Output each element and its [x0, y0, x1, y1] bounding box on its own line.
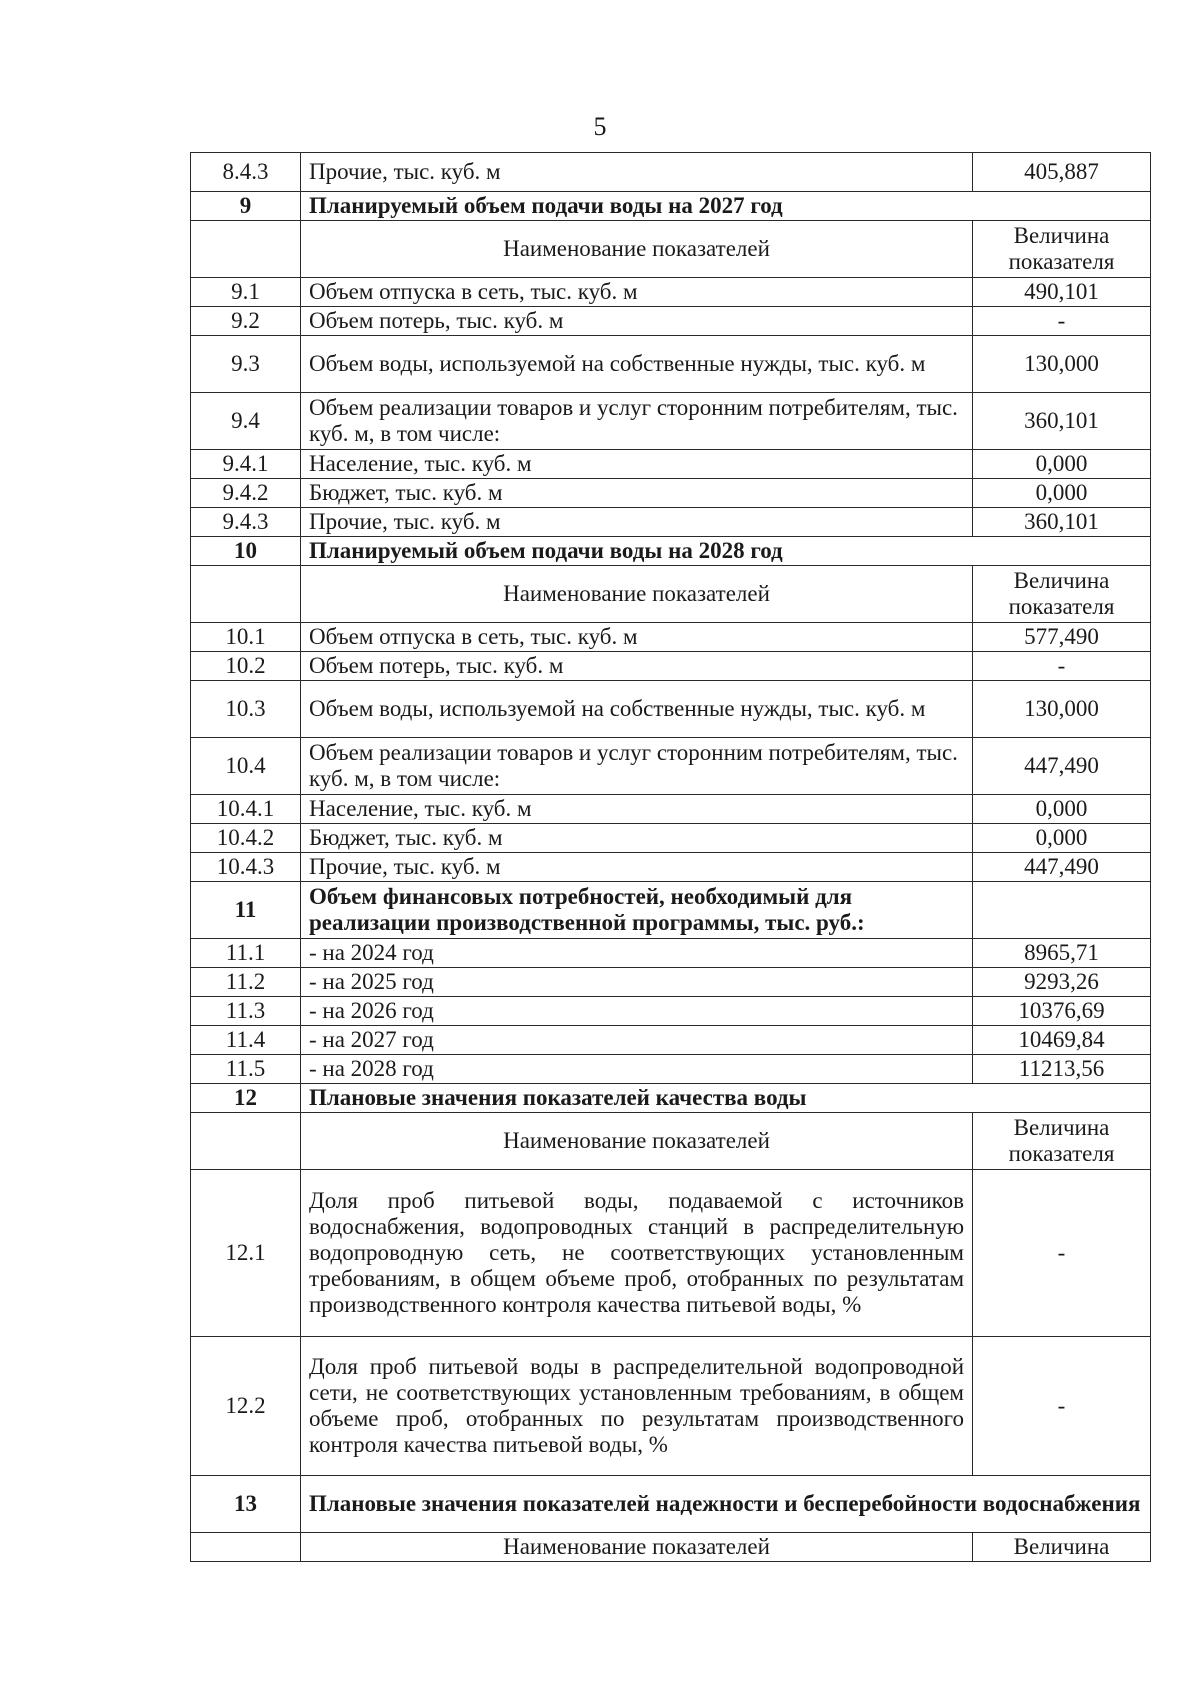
- indicator-value: 447,490: [973, 738, 1151, 795]
- indicator-name: Объем воды, используемой на собственные нужды, тыс. куб. м: [301, 336, 973, 393]
- column-header-value: Величина показателя: [973, 221, 1151, 278]
- section-title: Плановые значения показателей качества воды: [301, 1084, 1151, 1113]
- row-number: 11.2: [191, 968, 301, 997]
- table-row: [191, 968, 1151, 997]
- indicator-value: 0,000: [973, 795, 1151, 824]
- table-row: [191, 824, 1151, 853]
- section-number: 9: [191, 192, 301, 221]
- page-number: 5: [593, 112, 607, 141]
- indicator-value: 0,000: [973, 450, 1151, 479]
- table-row: [191, 153, 1151, 192]
- row-number: 9.2: [191, 307, 301, 336]
- table-row: [191, 479, 1151, 508]
- indicator-value: 11213,56: [973, 1055, 1151, 1084]
- indicator-value: -: [973, 307, 1151, 336]
- table-row: [191, 997, 1151, 1026]
- indicator-value: 10376,69: [973, 997, 1151, 1026]
- header-number-cell: [191, 1533, 301, 1562]
- indicator-value: [973, 882, 1151, 939]
- table-row: [191, 1084, 1151, 1113]
- table-row: [191, 738, 1151, 795]
- indicator-value: -: [973, 1170, 1151, 1337]
- table-row: [191, 681, 1151, 738]
- indicator-name: Бюджет, тыс. куб. м: [301, 479, 973, 508]
- indicator-name: Объем отпуска в сеть, тыс. куб. м: [301, 278, 973, 307]
- table-row: [191, 307, 1151, 336]
- indicator-value: 405,887: [973, 153, 1151, 192]
- row-number: 9.4.3: [191, 508, 301, 537]
- indicator-name: Доля проб питьевой воды, подаваемой с источников водоснабжения, водопроводных станций в распределительную водопроводную сеть, не соответствующих установленным требованиям, в общем объеме проб, отобранных по результатам производственного контроля качества питьевой воды, %: [301, 1170, 973, 1337]
- row-number: 9.4.1: [191, 450, 301, 479]
- row-number: 11: [191, 882, 301, 939]
- table-row: [191, 1476, 1151, 1533]
- indicator-name: Объем реализации товаров и услуг сторонним потребителям, тыс. куб. м, в том числе:: [301, 393, 973, 450]
- row-number: 12.1: [191, 1170, 301, 1337]
- indicator-name: Объем воды, используемой на собственные нужды, тыс. куб. м: [301, 681, 973, 738]
- indicator-value: 577,490: [973, 623, 1151, 652]
- table-row: [191, 537, 1151, 566]
- indicator-name: Объем потерь, тыс. куб. м: [301, 652, 973, 681]
- table-row: [191, 278, 1151, 307]
- table-row: [191, 508, 1151, 537]
- section-number: 12: [191, 1084, 301, 1113]
- row-number: 10.3: [191, 681, 301, 738]
- column-header-name: Наименование показателей: [301, 566, 973, 623]
- column-header-name: Наименование показателей: [301, 1113, 973, 1170]
- indicators-table-body: [191, 153, 1151, 1562]
- indicator-name: Прочие, тыс. куб. м: [301, 153, 973, 192]
- table-row: [191, 1337, 1151, 1476]
- table-row: [191, 795, 1151, 824]
- indicator-value: 130,000: [973, 336, 1151, 393]
- table-row: [191, 192, 1151, 221]
- table-row: [191, 336, 1151, 393]
- indicator-name: - на 2024 год: [301, 939, 973, 968]
- indicator-value: -: [973, 652, 1151, 681]
- indicator-name: Прочие, тыс. куб. м: [301, 853, 973, 882]
- table-row: [191, 1113, 1151, 1170]
- row-number: 9.1: [191, 278, 301, 307]
- row-number: 8.4.3: [191, 153, 301, 192]
- table-row: [191, 1170, 1151, 1337]
- indicator-name: Объем потерь, тыс. куб. м: [301, 307, 973, 336]
- indicator-value: 9293,26: [973, 968, 1151, 997]
- header-number-cell: [191, 1113, 301, 1170]
- indicator-name: - на 2026 год: [301, 997, 973, 1026]
- column-header-name: Наименование показателей: [301, 1533, 973, 1562]
- indicator-name: Бюджет, тыс. куб. м: [301, 824, 973, 853]
- row-number: 9.4.2: [191, 479, 301, 508]
- indicator-value: 360,101: [973, 393, 1151, 450]
- indicator-name: Объем реализации товаров и услуг сторонним потребителям, тыс. куб. м, в том числе:: [301, 738, 973, 795]
- indicator-name: Доля проб питьевой воды в распределительной водопроводной сети, не соответствующих установленным требованиям, в общем объеме проб, отобранных по результатам производственного контроля качества питьевой воды, %: [301, 1337, 973, 1476]
- table-row: [191, 393, 1151, 450]
- row-number: 10.4.1: [191, 795, 301, 824]
- table-row: [191, 1026, 1151, 1055]
- indicator-name: Население, тыс. куб. м: [301, 795, 973, 824]
- section-number: 10: [191, 537, 301, 566]
- header-number-cell: [191, 566, 301, 623]
- row-number: 10.2: [191, 652, 301, 681]
- table-row: [191, 1533, 1151, 1562]
- indicator-value: 447,490: [973, 853, 1151, 882]
- section-title: Планируемый объем подачи воды на 2027 год: [301, 192, 1151, 221]
- indicator-value: -: [973, 1337, 1151, 1476]
- section-number: 13: [191, 1476, 301, 1533]
- row-number: 11.1: [191, 939, 301, 968]
- indicator-value: 8965,71: [973, 939, 1151, 968]
- section-title: Плановые значения показателей надежности и бесперебойности водоснабжения: [301, 1476, 1151, 1533]
- indicator-name: - на 2025 год: [301, 968, 973, 997]
- table-row: [191, 939, 1151, 968]
- column-header-value: Величина показателя: [973, 566, 1151, 623]
- row-number: 10.1: [191, 623, 301, 652]
- row-number: 12.2: [191, 1337, 301, 1476]
- indicator-name: Прочие, тыс. куб. м: [301, 508, 973, 537]
- row-number: 10.4.2: [191, 824, 301, 853]
- table-row: [191, 853, 1151, 882]
- indicator-name: Объем отпуска в сеть, тыс. куб. м: [301, 623, 973, 652]
- section-title: Планируемый объем подачи воды на 2028 год: [301, 537, 1151, 566]
- table-row: [191, 450, 1151, 479]
- column-header-value: Величина показателя: [973, 1113, 1151, 1170]
- indicator-value: 0,000: [973, 824, 1151, 853]
- row-number: 10.4: [191, 738, 301, 795]
- indicator-value: 10469,84: [973, 1026, 1151, 1055]
- row-number: 11.5: [191, 1055, 301, 1084]
- row-number: 11.4: [191, 1026, 301, 1055]
- indicator-value: 360,101: [973, 508, 1151, 537]
- table-row: [191, 221, 1151, 278]
- indicator-name: Объем финансовых потребностей, необходимый для реализации производственной программы, тыс. руб.:: [301, 882, 973, 939]
- column-header-value: Величина: [973, 1533, 1151, 1562]
- indicator-name: Население, тыс. куб. м: [301, 450, 973, 479]
- header-number-cell: [191, 221, 301, 278]
- row-number: 11.3: [191, 997, 301, 1026]
- column-header-name: Наименование показателей: [301, 221, 973, 278]
- table-row: [191, 652, 1151, 681]
- table-row: [191, 623, 1151, 652]
- table-row: [191, 1055, 1151, 1084]
- indicator-name: - на 2028 год: [301, 1055, 973, 1084]
- row-number: 10.4.3: [191, 853, 301, 882]
- indicators-table: [190, 152, 1151, 1562]
- row-number: 9.3: [191, 336, 301, 393]
- table-row: [191, 566, 1151, 623]
- indicator-value: 0,000: [973, 479, 1151, 508]
- indicator-value: 130,000: [973, 681, 1151, 738]
- table-row: [191, 882, 1151, 939]
- indicator-value: 490,101: [973, 278, 1151, 307]
- row-number: 9.4: [191, 393, 301, 450]
- indicator-name: - на 2027 год: [301, 1026, 973, 1055]
